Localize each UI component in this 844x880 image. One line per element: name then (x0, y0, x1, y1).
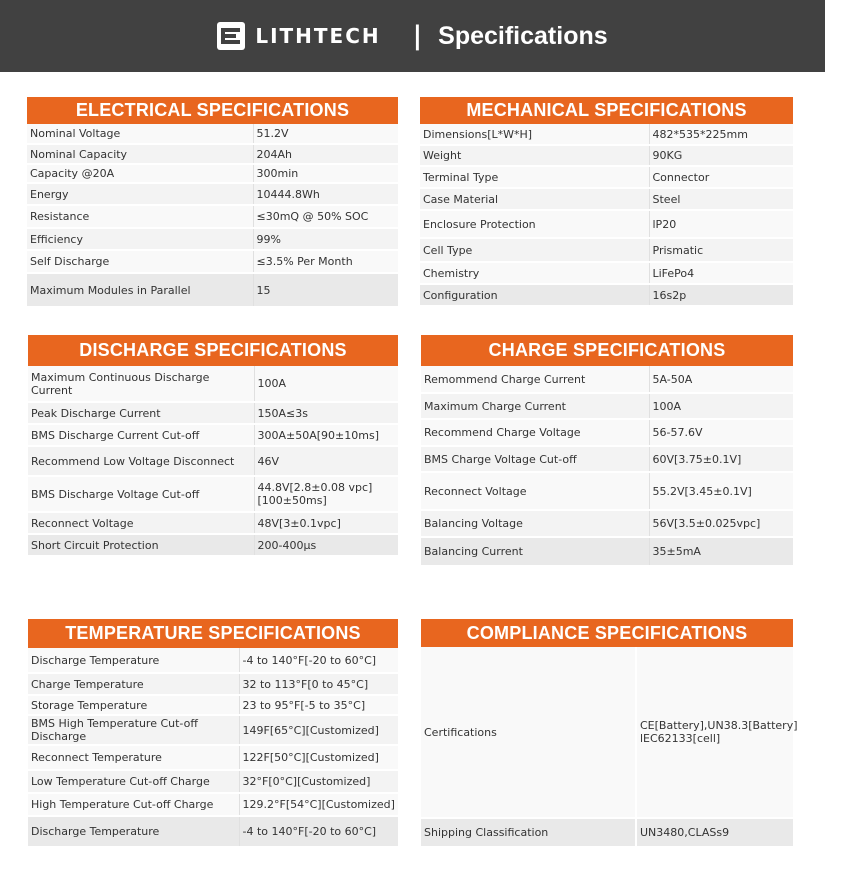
spec-value: 46V (254, 446, 398, 476)
table-row (420, 124, 793, 145)
spec-label: Efficiency (27, 228, 253, 250)
spec-value: 35±5mA (649, 537, 793, 566)
spec-label: Certifications (421, 647, 636, 818)
spec-value: 100A (254, 366, 398, 402)
spec-label: BMS Discharge Voltage Cut-off (28, 476, 254, 512)
spec-value: lP20 (649, 210, 793, 238)
spec-label: Discharge Temperature (28, 816, 239, 847)
spec-label: Self Discharge (27, 250, 253, 273)
spec-label: Short Circuit Protection (28, 534, 254, 556)
spec-value: 56-57.6V (649, 419, 793, 446)
table-row (421, 393, 793, 419)
spec-label: Reconnect Voltage (28, 512, 254, 534)
page-header (0, 0, 825, 72)
spec-value: CE[Battery],UN38.3[Battery] lEC62133[cell] (636, 647, 793, 818)
spec-label: BMS High Temperature Cut-off Discharge (28, 715, 239, 745)
table-row (28, 476, 398, 512)
discharge-section (28, 335, 398, 557)
table-row (420, 238, 793, 262)
spec-value: Prismatic (649, 238, 793, 262)
spec-label: Maximum Continuous Discharge Current (28, 366, 254, 402)
spec-value: ≤30mQ @ 50% SOC (253, 205, 398, 228)
page-title: Specifications (438, 21, 608, 50)
spec-value: Steel (649, 188, 793, 210)
spec-label: Recommend Charge Voltage (421, 419, 649, 446)
section-title: COMPLIANCE SPECIFICATIONS (421, 619, 793, 647)
spec-value: 48V[3±0.1vpc] (254, 512, 398, 534)
spec-value: 100A (649, 393, 793, 419)
table-row (27, 144, 398, 164)
spec-value: 99% (253, 228, 398, 250)
mechanical-section (420, 97, 793, 307)
spec-label: Enclosure Protection (420, 210, 649, 238)
temperature-table (28, 648, 398, 848)
spec-label: Energy (27, 183, 253, 205)
spec-label: Remommend Charge Current (421, 366, 649, 393)
table-row (421, 472, 793, 510)
spec-label: Nominal Capacity (27, 144, 253, 164)
section-title: ELECTRICAL SPECIFICATIONS (27, 97, 398, 124)
spec-label: Shipping Classification (421, 818, 636, 847)
table-row (421, 647, 793, 818)
spec-label: Case Material (420, 188, 649, 210)
section-title: TEMPERATURE SPECIFICATIONS (28, 619, 398, 648)
table-row (420, 284, 793, 306)
table-row (420, 145, 793, 166)
title-divider: | (412, 21, 423, 51)
table-row (421, 446, 793, 472)
spec-value: 90KG (649, 145, 793, 166)
spec-label: Peak Discharge Current (28, 402, 254, 424)
spec-value: LiFePo4 (649, 262, 793, 284)
table-row (27, 250, 398, 273)
table-row (28, 695, 398, 715)
spec-value: 56V[3.5±0.025vpc] (649, 510, 793, 537)
lithtech-logo-icon (217, 22, 245, 50)
brand-name: LITHTECH (255, 24, 381, 48)
electrical-section (27, 97, 398, 308)
table-row (27, 183, 398, 205)
table-row (421, 510, 793, 537)
spec-label: BMS Charge Voltage Cut-off (421, 446, 649, 472)
table-row (28, 715, 398, 745)
spec-value: 32 to 113°F[0 to 45°C] (239, 673, 398, 695)
spec-label: Weight (420, 145, 649, 166)
table-row (28, 402, 398, 424)
spec-label: BMS Discharge Current Cut-off (28, 424, 254, 446)
table-row (27, 205, 398, 228)
spec-label: Storage Temperature (28, 695, 239, 715)
spec-label: Discharge Temperature (28, 648, 239, 673)
spec-value: -4 to 140°F[-20 to 60°C] (239, 648, 398, 673)
spec-label: Resistance (27, 205, 253, 228)
table-row (28, 534, 398, 556)
spec-label: Low Temperature Cut-off Charge (28, 770, 239, 793)
spec-value: -4 to 140°F[-20 to 60°C] (239, 816, 398, 847)
spec-value: 51.2V (253, 124, 398, 144)
spec-value: 300min (253, 164, 398, 183)
spec-label: Reconnect Temperature (28, 745, 239, 770)
spec-value: 55.2V[3.45±0.1V] (649, 472, 793, 510)
brand-logo (217, 22, 380, 50)
table-row (28, 816, 398, 847)
table-row (421, 419, 793, 446)
spec-value: UN3480,CLASs9 (636, 818, 793, 847)
electrical-table (27, 124, 398, 308)
charge-table (421, 366, 793, 567)
table-row (420, 262, 793, 284)
spec-label: Balancing Voltage (421, 510, 649, 537)
spec-label: Nominal Voltage (27, 124, 253, 144)
spec-value: 129.2°F[54°C][Customized] (239, 793, 398, 816)
charge-section (421, 335, 793, 567)
table-row (27, 228, 398, 250)
table-row (420, 188, 793, 210)
table-row (28, 673, 398, 695)
table-row (28, 424, 398, 446)
table-row (421, 366, 793, 393)
spec-value: 300A±50A[90±10ms] (254, 424, 398, 446)
table-row (420, 166, 793, 188)
spec-value: 200-400μs (254, 534, 398, 556)
spec-value: 23 to 95°F[-5 to 35°C] (239, 695, 398, 715)
compliance-section (421, 619, 798, 848)
spec-value: 44.8V[2.8±0.08 vpc][100±50ms] (254, 476, 398, 512)
table-row (28, 793, 398, 816)
spec-label: Balancing Current (421, 537, 649, 566)
table-row (28, 366, 398, 402)
spec-label: Charge Temperature (28, 673, 239, 695)
mechanical-table (420, 124, 793, 307)
spec-label: Terminal Type (420, 166, 649, 188)
temperature-section (28, 619, 398, 848)
spec-label: Configuration (420, 284, 649, 306)
table-row (421, 818, 793, 847)
table-row (28, 512, 398, 534)
spec-label: High Temperature Cut-off Charge (28, 793, 239, 816)
table-row (28, 648, 398, 673)
section-title: DISCHARGE SPECIFICATIONS (28, 335, 398, 366)
table-row (28, 745, 398, 770)
spec-value: 60V[3.75±0.1V] (649, 446, 793, 472)
spec-value: 5A-50A (649, 366, 793, 393)
spec-value: 32°F[0°C][Customized] (239, 770, 398, 793)
spec-value: Connector (649, 166, 793, 188)
spec-value: 150A≤3s (254, 402, 398, 424)
section-title: CHARGE SPECIFICATIONS (421, 335, 793, 366)
table-row (27, 273, 398, 307)
table-row (27, 164, 398, 183)
spec-value: 10444.8Wh (253, 183, 398, 205)
table-row (27, 124, 398, 144)
spec-value: ≤3.5% Per Month (253, 250, 398, 273)
spec-value: 15 (253, 273, 398, 307)
spec-value: 204Ah (253, 144, 398, 164)
section-title: MECHANICAL SPECIFICATIONS (420, 97, 793, 124)
spec-value: 122F[50°C][Customized] (239, 745, 398, 770)
spec-label: Maximum Modules in Parallel (27, 273, 253, 307)
spec-value: 149F[65°C][Customized] (239, 715, 398, 745)
table-row (28, 446, 398, 476)
discharge-table (28, 366, 398, 557)
spec-label: Dimensions[L*W*H] (420, 124, 649, 145)
spec-label: Reconnect Voltage (421, 472, 649, 510)
spec-label: Capacity @20A (27, 164, 253, 183)
table-row (420, 210, 793, 238)
spec-value: 482*535*225mm (649, 124, 793, 145)
spec-label: Maximum Charge Current (421, 393, 649, 419)
table-row (421, 537, 793, 566)
spec-label: Recommend Low Voltage Disconnect (28, 446, 254, 476)
spec-label: Chemistry (420, 262, 649, 284)
spec-label: Cell Type (420, 238, 649, 262)
spec-value: 16s2p (649, 284, 793, 306)
table-row (28, 770, 398, 793)
compliance-table (421, 647, 798, 848)
